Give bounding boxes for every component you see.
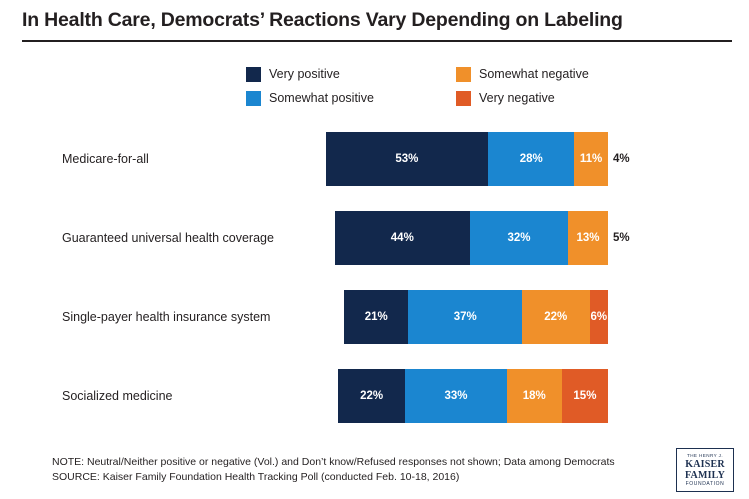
bar-value-label: 22% bbox=[544, 311, 568, 323]
logo-line-1: THE HENRY J. bbox=[686, 452, 724, 458]
category-label: Single-payer health insurance system bbox=[62, 310, 271, 324]
bar-segment bbox=[488, 132, 574, 186]
bar-segment bbox=[562, 369, 608, 423]
stacked-bar bbox=[344, 290, 608, 344]
title-divider bbox=[22, 40, 732, 42]
chart-footnotes bbox=[52, 455, 672, 485]
category-label: Guaranteed universal health coverage bbox=[62, 231, 274, 245]
stacked-bar bbox=[326, 132, 630, 186]
bar-value-label: 21% bbox=[364, 311, 388, 323]
legend-item-label: Somewhat positive bbox=[269, 91, 374, 105]
bar-segment bbox=[408, 290, 522, 344]
bar-segment bbox=[590, 290, 608, 344]
legend-item-somewhat-positive bbox=[246, 86, 446, 110]
bar-value-label: 37% bbox=[453, 311, 477, 323]
bar-segment bbox=[608, 211, 642, 265]
bar-value-label: 5% bbox=[612, 232, 630, 244]
source-line: SOURCE: Kaiser Family Foundation Health Tracking Poll (conducted Feb. 10-18, 2016) bbox=[52, 471, 460, 483]
page-title: In Health Care, Democrats’ Reactions Vary Depending on Labeling bbox=[22, 9, 623, 31]
category-label: Socialized medicine bbox=[62, 389, 173, 403]
bar-segment bbox=[344, 290, 408, 344]
bar-segment bbox=[522, 290, 590, 344]
bar-segment bbox=[405, 369, 506, 423]
legend-swatch-icon bbox=[246, 67, 261, 82]
bar-value-label: 28% bbox=[519, 153, 543, 165]
logo-line-3: FAMILY bbox=[684, 469, 726, 481]
chart-row bbox=[0, 280, 749, 354]
stacked-bar bbox=[338, 369, 608, 423]
bar-segment bbox=[338, 369, 406, 423]
bar-value-label: 18% bbox=[522, 390, 546, 402]
chart-row bbox=[0, 122, 749, 196]
stacked-bar bbox=[335, 211, 630, 265]
legend-item-label: Very positive bbox=[269, 67, 340, 81]
kaiser-family-foundation-logo bbox=[676, 448, 734, 492]
bar-segment bbox=[507, 369, 562, 423]
bar-value-label: 13% bbox=[576, 232, 600, 244]
note-line: NOTE: Neutral/Neither positive or negative (Vol.) and Don’t know/Refused responses not shown; Data among Democrats bbox=[52, 456, 615, 468]
bar-value-label: 4% bbox=[612, 153, 630, 165]
legend-item-very-positive bbox=[246, 62, 446, 86]
bar-value-label: 6% bbox=[590, 311, 608, 323]
bar-value-label: 22% bbox=[360, 390, 384, 402]
legend-item-very-negative bbox=[456, 86, 656, 110]
logo-line-2: KAISER bbox=[685, 458, 725, 470]
bar-value-label: 44% bbox=[390, 232, 414, 244]
chart-legend bbox=[246, 62, 666, 110]
bar-value-label: 33% bbox=[444, 390, 468, 402]
legend-item-somewhat-negative bbox=[456, 62, 656, 86]
bar-segment bbox=[335, 211, 470, 265]
bar-value-label: 32% bbox=[507, 232, 531, 244]
chart-plot-area bbox=[0, 122, 749, 440]
chart-row bbox=[0, 201, 749, 275]
category-label: Medicare-for-all bbox=[62, 152, 149, 166]
bar-value-label: 53% bbox=[395, 153, 419, 165]
chart-row bbox=[0, 359, 749, 433]
legend-item-label: Somewhat negative bbox=[479, 67, 589, 81]
bar-segment bbox=[608, 132, 642, 186]
bar-segment bbox=[568, 211, 608, 265]
legend-swatch-icon bbox=[456, 91, 471, 106]
logo-line-4: FOUNDATION bbox=[685, 480, 725, 487]
bar-segment bbox=[470, 211, 568, 265]
bar-value-label: 15% bbox=[573, 390, 597, 402]
bar-segment bbox=[574, 132, 608, 186]
legend-swatch-icon bbox=[456, 67, 471, 82]
bar-value-label: 11% bbox=[579, 153, 603, 165]
bar-segment bbox=[326, 132, 489, 186]
legend-item-label: Very negative bbox=[479, 91, 555, 105]
legend-swatch-icon bbox=[246, 91, 261, 106]
